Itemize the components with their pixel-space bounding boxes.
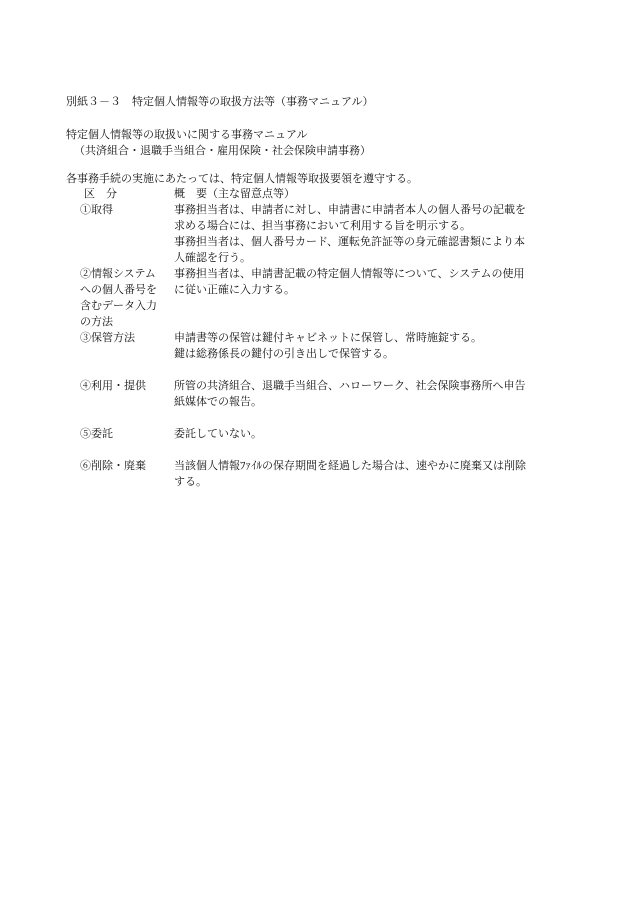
- row-content: [174, 426, 566, 442]
- row-content-line: 当該個人情報ﾌｧｲﾙの保存期間を経過した場合は、速やかに廃棄又は削除: [174, 459, 526, 472]
- row-content-line: 所管の共済組合、退職手当組合、ハローワーク、社会保険事務所へ申告: [174, 379, 526, 392]
- manual-subtitle: （共済組合・退職手当組合・雇用保険・社会保険申請事務）: [74, 144, 371, 157]
- row-label-line: ⑤委託: [80, 427, 113, 440]
- row-label-line: の方法: [80, 315, 113, 328]
- row-content: [174, 330, 566, 362]
- intro-text: 各事務手続の実施にあたっては、特定個人情報等取扱要領を遵守する。: [66, 172, 418, 185]
- table-header-row: [66, 186, 566, 202]
- table-row-storage: [66, 330, 566, 362]
- row-content: [174, 458, 566, 490]
- table-row-data-entry: [66, 266, 566, 330]
- table-row-deletion: [66, 458, 566, 490]
- row-content-line: 鍵は総務係長の鍵付の引き出しで保管する。: [174, 347, 394, 360]
- row-label-line: ①取得: [80, 203, 113, 216]
- header-category: 区 分: [84, 187, 117, 200]
- row-content: [174, 266, 566, 298]
- appendix-heading: 別紙３－３ 特定個人情報等の取扱方法等（事務マニュアル）: [66, 95, 374, 108]
- row-label: [66, 378, 174, 394]
- row-content-line: 申請書等の保管は鍵付キャビネットに保管し、常時施錠する。: [174, 331, 482, 344]
- row-label: [66, 330, 174, 346]
- row-content-line: に従い正確に入力する。: [174, 283, 295, 296]
- header-summary: 概 要（主な留意点等）: [174, 187, 295, 200]
- row-label-line: 含むデータ入力: [80, 299, 157, 312]
- row-label: [66, 458, 174, 474]
- row-content: [174, 378, 566, 410]
- row-label-line: ③保管方法: [80, 331, 135, 344]
- procedure-table: [66, 186, 566, 490]
- row-label-line: ⑥削除・廃棄: [80, 459, 146, 472]
- row-content-line: 事務担当者は、申請書記載の特定個人情報等について、システムの使用: [174, 267, 525, 280]
- row-content-line: 事務担当者は、個人番号カード、運転免許証等の身元確認書類により本: [174, 235, 526, 248]
- row-content-line: 人確認を行う。: [174, 251, 251, 264]
- row-content: [174, 202, 566, 266]
- row-content-line: 紙媒体での報告。: [174, 395, 262, 408]
- row-label-line: への個人番号を: [80, 283, 157, 296]
- row-content-line: 求める場合には、担当事務において利用する旨を明示する。: [174, 219, 471, 232]
- row-label: [66, 426, 174, 442]
- row-content-line: 委託していない。: [174, 427, 262, 440]
- manual-title: 特定個人情報等の取扱いに関する事務マニュアル: [66, 128, 308, 141]
- row-label: [66, 202, 174, 218]
- row-label-line: ④利用・提供: [80, 379, 146, 392]
- row-content-line: する。: [174, 475, 207, 488]
- table-row-outsourcing: [66, 426, 566, 442]
- row-label-line: ②情報システム: [80, 267, 156, 280]
- row-label: [66, 266, 174, 330]
- table-row-use-provision: [66, 378, 566, 410]
- row-content-line: 事務担当者は、申請者に対し、申請書に申請者本人の個人番号の記載を: [174, 203, 526, 216]
- table-row-acquisition: [66, 202, 566, 266]
